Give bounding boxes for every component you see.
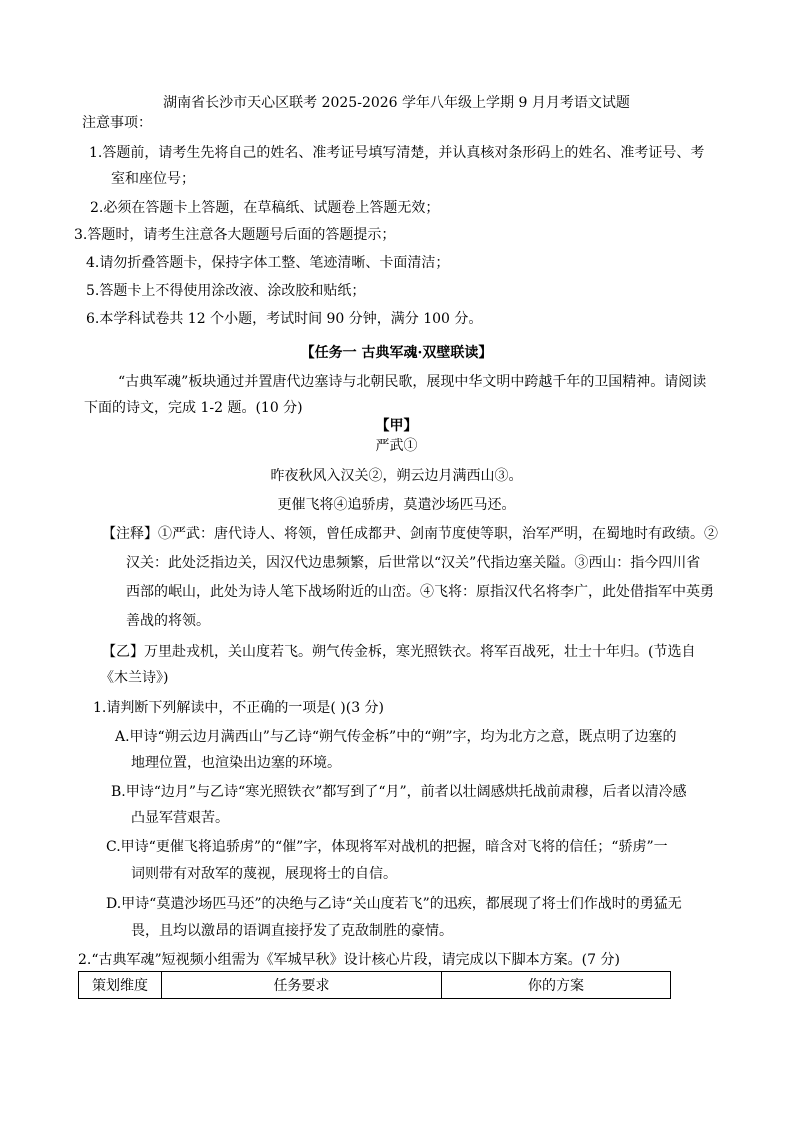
table-header-cell: 任务要求 (162, 972, 442, 999)
task1-heading: 【任务一 古典军魂·双壁联读】 (300, 345, 493, 361)
option-a-cont: 地理位置，也渲染出边塞的环境。 (131, 755, 341, 771)
notice-item-1: 1.答题前，请考生先将自己的姓名、准考证号填写清楚，并认真核对条形码上的姓名、准考证号、考 (89, 145, 705, 161)
notice-item-2: 2.必须在答题卡上答题，在草稿纸、试题卷上答题无效； (90, 200, 440, 216)
annotation-cont-1: 汉关：此处泛指边关，因汉代边患频繁，后世常以“汉关”代指边塞关隘。③西山：指今四川省 (126, 555, 701, 571)
option-d: D.甲诗“莫遣沙场匹马还”的决绝与乙诗“关山度若飞”的迅疾，都展现了将士们作战时的勇猛无 (106, 896, 682, 912)
option-c: C.甲诗“更催飞将追骄虏”的“催”字，体现将军对战机的把握，暗含对飞将的信任；“骄虏”一 (106, 839, 668, 855)
poem-author: 严武① (375, 438, 418, 454)
question-2-stem: 2.“古典军魂”短视频小组需为《军城早秋》设计核心片段，请完成以下脚本方案。(7 分) (78, 952, 620, 968)
option-a: A.甲诗“朔云边月满西山”与乙诗“朔气传金柝”中的“朔”字，均为北方之意，既点明了边塞的 (115, 729, 677, 745)
passage-yi: 【乙】万里赴戎机，关山度若飞。朔气传金柝，寒光照铁衣。将军百战死，壮士十年归。(节选自 (102, 644, 696, 660)
passage-yi-cont: 《木兰诗》) (100, 670, 169, 686)
annotation-cont-3: 善战的将领。 (126, 613, 210, 629)
poem-line-1: 昨夜秋风入汉关②，朔云边月满西山③。 (270, 468, 523, 484)
table-header-cell: 你的方案 (442, 972, 671, 999)
notice-item-4: 4.请勿折叠答题卡，保持字体工整、笔迹清晰、卡面清洁； (86, 255, 450, 271)
table-header-cell: 策划维度 (79, 972, 162, 999)
table-header-row (79, 972, 671, 999)
exam-title: 湖南省长沙市天心区联考 2025-2026 学年八年级上学期 9 月月考语文试题 (163, 95, 630, 111)
notice-item-3: 3.答题时，请考生注意各大题题号后面的答题提示； (74, 227, 396, 243)
notice-item-5: 5.答题卡上不得使用涂改液、涂改胶和贴纸； (86, 283, 366, 299)
task1-intro: “古典军魂”板块通过并置唐代边塞诗与北朝民歌，展现中华文明中跨越千年的卫国精神。请阅读 (118, 374, 707, 390)
question-1-stem: 1.请判断下列解读中，不正确的一项是( )(3 分) (93, 700, 385, 716)
task1-intro-cont: 下面的诗文，完成 1-2 题。(10 分) (84, 400, 303, 416)
notice-item-6: 6.本学科试卷共 12 个小题，考试时间 90 分钟，满分 100 分。 (86, 311, 483, 327)
poem-jia-label: 【甲】 (375, 418, 418, 434)
option-c-cont: 词则带有对敌军的蔑视，展现将士的自信。 (131, 866, 397, 882)
option-b: B.甲诗“边月”与乙诗“寒光照铁衣”都写到了“月”，前者以壮阔感烘托战前肃穆，后者以清冷感 (111, 784, 687, 800)
annotation: 【注释】①严武：唐代诗人、将领，曾任成都尹、剑南节度使等职，治军严明，在蜀地时有政绩。② (102, 526, 718, 542)
annotation-cont-2: 西部的岷山，此处为诗人笔下战场附近的山峦。④飞将：原指汉代名将李广，此处借指军中英勇 (126, 584, 714, 600)
notice-heading: 注意事项： (82, 115, 152, 131)
poem-line-2: 更催飞将④追骄虏，莫遣沙场匹马还。 (277, 497, 516, 513)
option-d-cont: 畏，且均以激昂的语调直接抒发了克敌制胜的豪情。 (131, 923, 453, 939)
notice-item-1-cont: 室和座位号； (111, 171, 195, 187)
option-b-cont: 凸显军营艰苦。 (131, 810, 229, 826)
script-plan-table (78, 971, 671, 999)
